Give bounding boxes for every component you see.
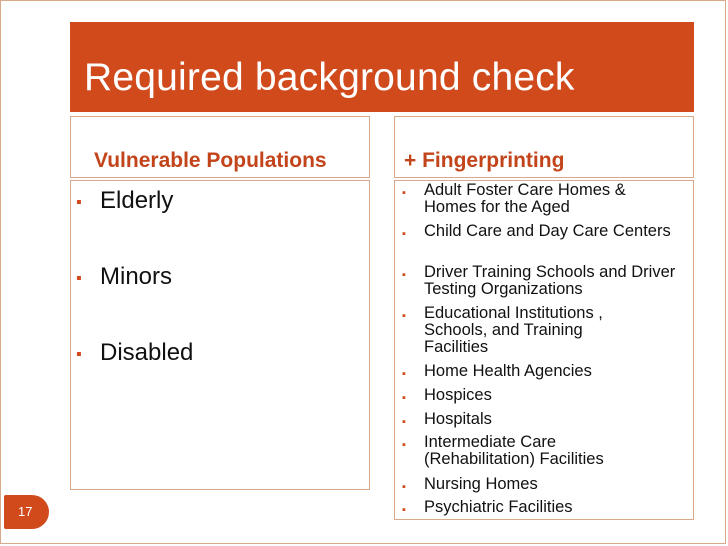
list-item-text: Psychiatric Facilities [424,498,573,516]
list-item-text: Adult Foster Care Homes & Homes for the Aged [424,181,626,216]
bullet-icon: ▪ [402,481,406,493]
list-item-text: Driver Training Schools and Driver Testing Organizations [424,263,676,298]
left-bullet-list [76,187,366,387]
list-item-text: Nursing Homes [424,475,538,493]
bullet-icon: ▪ [402,368,406,380]
list-item-text: Intermediate Care (Rehabilitation) Facilities [424,433,604,468]
bullet-icon: ▪ [402,187,406,199]
bullet-icon: ▪ [76,270,82,287]
slide-number: 17 [18,504,33,519]
bullet-icon: ▪ [402,228,406,240]
bullet-icon: ▪ [402,416,406,428]
list-item-text: Elderly [100,187,174,214]
right-bullet-list [402,182,692,522]
bullet-icon: ▪ [76,346,82,363]
bullet-icon: ▪ [76,194,82,211]
bullet-icon: ▪ [402,269,406,281]
list-item-text: Hospitals [424,410,492,428]
right-column-heading: + Fingerprinting [404,149,565,172]
list-item-text: Home Health Agencies [424,362,592,380]
bullet-icon: ▪ [402,392,406,404]
list-item-text: Minors [100,263,173,290]
list-item-text: Educational Institutions , Schools, and Training Facilities [424,304,603,356]
list-item-text: Disabled [100,339,194,366]
slide-title: Required background check [84,56,575,99]
bullet-icon: ▪ [402,504,406,516]
list-item-text: Hospices [424,386,492,404]
left-column-heading: Vulnerable Populations [94,149,327,172]
slide-number-tab [4,495,49,529]
bullet-icon: ▪ [402,310,406,322]
bullet-icon: ▪ [402,439,406,451]
list-item-text: Child Care and Day Care Centers [424,222,671,240]
